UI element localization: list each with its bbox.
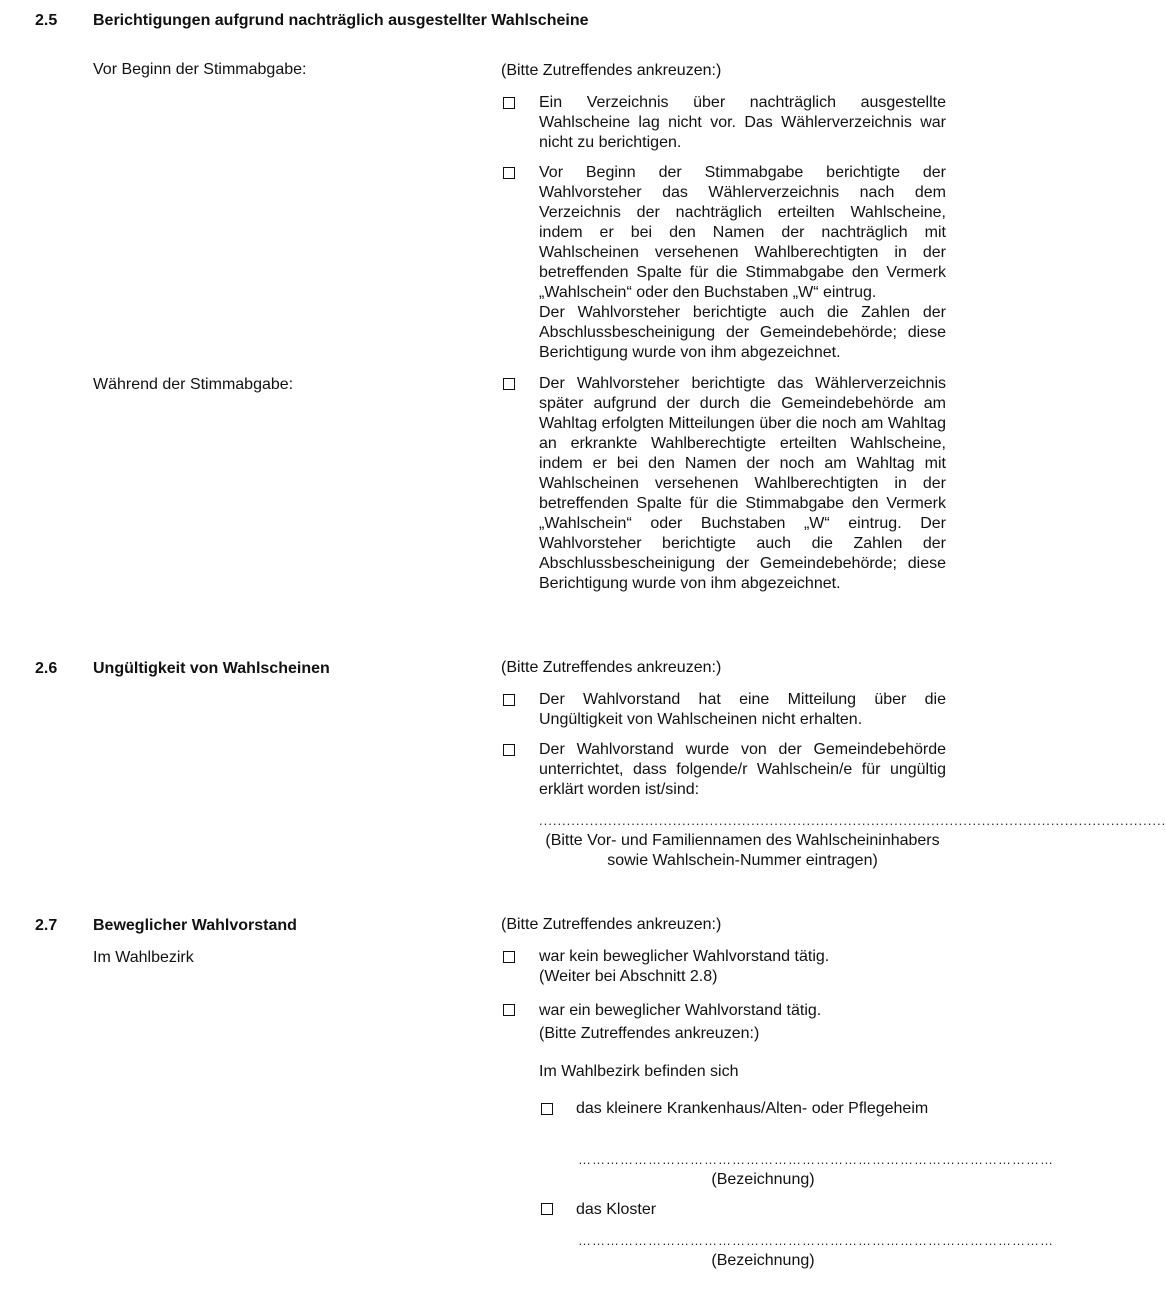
checkbox-2-6-option-1[interactable] [503, 694, 515, 706]
checkbox-2-5-option-3[interactable] [503, 378, 515, 390]
checkbox-2-6-option-2[interactable] [503, 744, 515, 756]
option-2-7-hospital: das kleinere Krankenhaus/Alten- oder Pflegeheim [576, 1100, 929, 1117]
option-2-6-notified: Der Wahlvorstand wurde von der Gemeindebehörde unterrichtet, dass folgende/r Wahlschein/e für ungültig erklärt worden ist/sind: [539, 741, 946, 798]
checkbox-2-7-option-2[interactable] [503, 1004, 515, 1016]
option-2-7-mobile-note: (Bitte Zutreffendes ankreuzen:) [539, 1025, 760, 1042]
fill-line-2-6[interactable]: ........................................................................................................................................ [539, 813, 1166, 828]
hint-hospital-designation: (Bezeichnung) [711, 1171, 815, 1188]
fill-line-hospital[interactable]: ………………………………………………………………………………………… [578, 1152, 1054, 1167]
hint-monastery-designation: (Bezeichnung) [711, 1252, 815, 1269]
option-2-7-no-mobile: war kein beweglicher Wahlvorstand tätig. [539, 948, 830, 965]
section-title-2-5: Berichtigungen aufgrund nachträglich ausgestellter Wahlscheine [93, 12, 589, 29]
section-number-2-6: 2.6 [35, 660, 58, 677]
option-2-7-monastery: das Kloster [576, 1201, 657, 1218]
section-title-2-6: Ungültigkeit von Wahlscheinen [93, 660, 330, 677]
section-number-2-7: 2.7 [35, 917, 58, 934]
checkbox-2-5-option-1[interactable] [503, 97, 515, 109]
section-title-2-7: Beweglicher Wahlvorstand [93, 917, 297, 934]
section-number-2-5: 2.5 [35, 12, 58, 29]
fill-line-monastery[interactable]: ………………………………………………………………………………………… [578, 1233, 1054, 1248]
fill-hint-2-6: (Bitte Vor- und Familiennamen des Wahlscheininhabers sowie Wahlschein-Nummer eintragen) [545, 832, 940, 869]
label-before-voting: Vor Beginn der Stimmabgabe: [93, 61, 307, 78]
option-2-5-corrected-before-text: Vor Beginn der Stimmabgabe berichtigte der Wahlvorsteher das Wählerverzeichnis nach dem Verzeichnis der nachträglich erteilten Wahlscheine, indem er bei den Namen der nachträglich mit Wahlscheinen versehenen Wahlberechtigten in der betreffenden Spalte für die Stimmabgabe den Vermerk „Wahlschein“ oder den Buchstaben „W“ eintrug. [539, 164, 946, 301]
checkbox-2-7-hospital[interactable] [541, 1103, 553, 1115]
located-label: Im Wahlbezirk befinden sich [539, 1063, 739, 1080]
option-2-7-continue-note: (Weiter bei Abschnitt 2.8) [539, 968, 718, 985]
option-2-5-corrected-during: Der Wahlvorsteher berichtigte das Wählerverzeichnis später aufgrund der durch die Gemeindebehörde am Wahltag erfolgten Mitteilungen über die noch am Wahltag an erkrankte Wahlberechtigte erteilten Wahlscheine, indem er bei den Namen der noch am Wahltag mit Wahlscheinen versehenen Wahlberechtigten in der betreffenden Spalte für die Stimmabgabe den Vermerk „Wahlschein“ oder Buchstaben „W“ eintrug. Der Wahlvorsteher berichtigte auch die Zahlen der Abschlussbescheinigung der Gemeindebehörde; diese Berichtigung wurde von ihm abgezeichnet. [539, 375, 946, 592]
option-2-6-no-notice: Der Wahlvorstand hat eine Mitteilung über die Ungültigkeit von Wahlscheinen nicht erhalten. [539, 691, 946, 728]
instruction-2-7: (Bitte Zutreffendes ankreuzen:) [501, 916, 722, 933]
option-2-5-corrected-before [539, 163, 946, 363]
label-in-district: Im Wahlbezirk [93, 949, 194, 966]
checkbox-2-7-option-1[interactable] [503, 951, 515, 963]
option-2-7-mobile: war ein beweglicher Wahlvorstand tätig. [539, 1002, 822, 1019]
option-2-5-no-directory: Ein Verzeichnis über nachträglich ausgestellte Wahlscheine lag nicht vor. Das Wählerverzeichnis war nicht zu berichtigen. [539, 94, 946, 151]
instruction-2-6: (Bitte Zutreffendes ankreuzen:) [501, 659, 722, 676]
option-2-5-corrected-before-note: Der Wahlvorsteher berichtigte auch die Zahlen der Abschlussbescheinigung der Gemeindebehörde; diese Berichtigung wurde von ihm abgezeichnet. [539, 304, 946, 361]
instruction-2-5: (Bitte Zutreffendes ankreuzen:) [501, 62, 722, 79]
checkbox-2-7-monastery[interactable] [541, 1203, 553, 1215]
label-during-voting: Während der Stimmabgabe: [93, 376, 294, 393]
checkbox-2-5-option-2[interactable] [503, 167, 515, 179]
